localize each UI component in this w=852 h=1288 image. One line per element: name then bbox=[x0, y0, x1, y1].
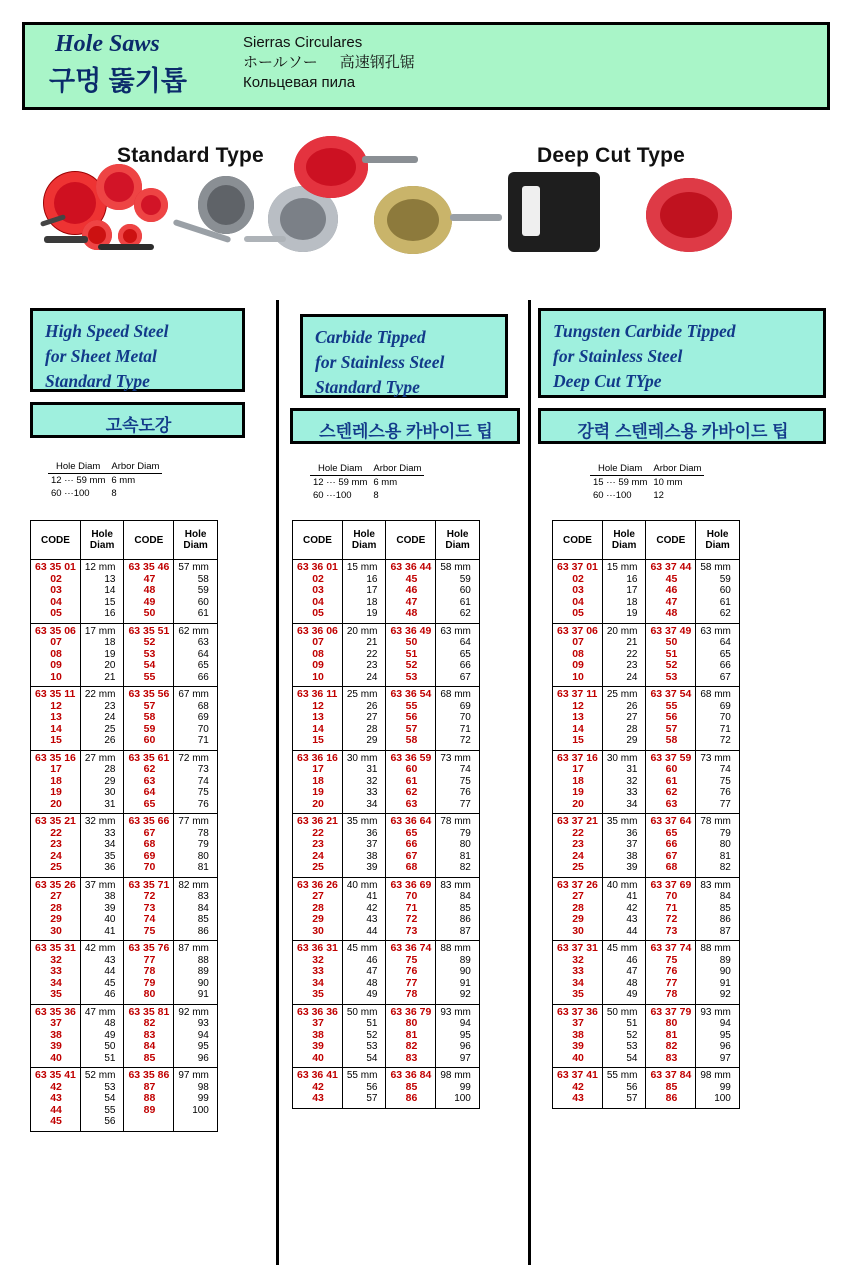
spec-carbide-hole-2: 60 ···100 bbox=[313, 490, 352, 501]
table-row bbox=[293, 941, 480, 1005]
cell-code-left-carbide-5: 63 36 26 27 28 29 30 bbox=[293, 877, 343, 941]
cell-code-right-hss-1: 63 35 51 52 53 54 55 bbox=[124, 623, 174, 687]
cell-code-left-tungsten-1: 63 37 06 07 08 09 10 bbox=[553, 623, 603, 687]
panel-hss-line1: High Speed Steel bbox=[45, 321, 169, 341]
spec-table-hss bbox=[48, 460, 238, 500]
spec-carbide-header-hole: Hole Diam bbox=[310, 462, 370, 476]
table-row bbox=[293, 560, 480, 624]
photo-red-top-shaft bbox=[362, 156, 418, 163]
table-row bbox=[553, 877, 740, 941]
cell-code-left-carbide-3: 63 36 16 17 18 19 20 bbox=[293, 750, 343, 814]
cell-dim-right-tungsten-4: 78 mm 79 80 81 82 bbox=[696, 814, 740, 878]
table-row bbox=[553, 560, 740, 624]
cell-dim-right-carbide-4: 78 mm 79 80 81 82 bbox=[436, 814, 480, 878]
cell-dim-right-hss-4: 77 mm 78 79 80 81 bbox=[174, 814, 218, 878]
cell-dim-left-hss-6: 42 mm 43 44 45 46 bbox=[80, 941, 124, 1005]
table-row bbox=[293, 814, 480, 878]
panel-carbide-title bbox=[300, 314, 508, 398]
label-deep-cut-type: Deep Cut Type bbox=[537, 144, 686, 167]
cell-dim-left-carbide-7: 50 mm 51 52 53 54 bbox=[342, 1004, 386, 1068]
photo-deepcut-black-band bbox=[522, 186, 540, 236]
cell-code-right-tungsten-3: 63 37 59 60 61 62 63 bbox=[646, 750, 696, 814]
cell-dim-left-carbide-8: 55 mm 56 57 bbox=[342, 1068, 386, 1109]
spec-tungsten-hole-1: 15 ··· 59 mm bbox=[593, 477, 648, 488]
cell-code-left-hss-8: 63 35 41 42 43 44 45 bbox=[31, 1068, 81, 1132]
cell-code-left-hss-1: 63 35 06 07 08 09 10 bbox=[31, 623, 81, 687]
table-row bbox=[553, 1068, 740, 1109]
panel-tungsten-title bbox=[538, 308, 826, 398]
cell-dim-right-tungsten-6: 88 mm 89 90 91 92 bbox=[696, 941, 740, 1005]
cell-dim-right-carbide-0: 58 mm 59 60 61 62 bbox=[436, 560, 480, 624]
title-japanese-chinese bbox=[243, 53, 415, 73]
table-row bbox=[293, 750, 480, 814]
col-header-hss-2: CODE bbox=[124, 521, 174, 560]
cell-code-right-tungsten-1: 63 37 49 50 51 52 53 bbox=[646, 623, 696, 687]
spec-hss-arbor-1: 6 mm bbox=[111, 475, 136, 486]
cell-code-left-hss-4: 63 35 21 22 23 24 25 bbox=[31, 814, 81, 878]
cell-code-left-tungsten-8: 63 37 41 42 43 bbox=[553, 1068, 603, 1109]
cell-code-left-carbide-0: 63 36 01 02 03 04 05 bbox=[293, 560, 343, 624]
panel-tungsten-line2: for Stainless Steel bbox=[553, 346, 683, 366]
cell-code-right-carbide-4: 63 36 64 65 66 67 68 bbox=[386, 814, 436, 878]
cell-dim-right-carbide-5: 83 mm 84 85 86 87 bbox=[436, 877, 480, 941]
panel-hss-title bbox=[30, 308, 245, 392]
cell-dim-right-hss-5: 82 mm 83 84 85 86 bbox=[174, 877, 218, 941]
spec-tungsten-arbor-2: 12 bbox=[653, 490, 664, 501]
cell-code-right-carbide-8: 63 36 84 85 86 bbox=[386, 1068, 436, 1109]
cell-code-right-tungsten-2: 63 37 54 55 56 57 58 bbox=[646, 687, 696, 751]
cell-code-left-hss-6: 63 35 31 32 33 34 35 bbox=[31, 941, 81, 1005]
cell-dim-left-tungsten-2: 25 mm 26 27 28 29 bbox=[602, 687, 646, 751]
cell-code-right-carbide-1: 63 36 49 50 51 52 53 bbox=[386, 623, 436, 687]
panel-tungsten-line3: Deep Cut TYpe bbox=[553, 371, 662, 391]
label-standard-type: Standard Type bbox=[117, 144, 264, 167]
cell-code-right-tungsten-6: 63 37 74 75 76 77 78 bbox=[646, 941, 696, 1005]
cell-dim-right-hss-8: 97 mm 98 99 100 bbox=[174, 1068, 218, 1132]
table-row bbox=[553, 1004, 740, 1068]
page-title-korean: 구멍 뚫기톱 bbox=[49, 66, 187, 96]
cell-code-left-hss-3: 63 35 16 17 18 19 20 bbox=[31, 750, 81, 814]
cell-dim-right-tungsten-3: 73 mm 74 75 76 77 bbox=[696, 750, 740, 814]
col-header-hss-1: Hole Diam bbox=[80, 521, 124, 560]
cell-code-right-hss-4: 63 35 66 67 68 69 70 bbox=[124, 814, 174, 878]
cell-code-left-tungsten-6: 63 37 31 32 33 34 35 bbox=[553, 941, 603, 1005]
photo-arbor-shaft-2 bbox=[98, 244, 154, 250]
cell-code-left-tungsten-0: 63 37 01 02 03 04 05 bbox=[553, 560, 603, 624]
table-row bbox=[31, 560, 218, 624]
cell-dim-left-hss-1: 17 mm 18 19 20 21 bbox=[80, 623, 124, 687]
cell-code-right-hss-0: 63 35 46 47 48 49 50 bbox=[124, 560, 174, 624]
cell-code-right-carbide-2: 63 36 54 55 56 57 58 bbox=[386, 687, 436, 751]
col-header-carbide-0: CODE bbox=[293, 521, 343, 560]
spec-table-carbide bbox=[310, 462, 500, 502]
cell-dim-right-carbide-1: 63 mm 64 65 66 67 bbox=[436, 623, 480, 687]
cell-code-left-hss-2: 63 35 11 12 13 14 15 bbox=[31, 687, 81, 751]
photo-holesaw-bimetal bbox=[198, 176, 254, 234]
cell-code-left-tungsten-5: 63 37 26 27 28 29 30 bbox=[553, 877, 603, 941]
photo-deepcut-red bbox=[646, 178, 732, 252]
cell-code-left-carbide-7: 63 36 36 37 38 39 40 bbox=[293, 1004, 343, 1068]
spec-carbide-hole-1: 12 ··· 59 mm bbox=[313, 477, 368, 488]
table-row bbox=[293, 1004, 480, 1068]
photo-gold-shaft bbox=[450, 214, 502, 221]
cell-dim-right-carbide-3: 73 mm 74 75 76 77 bbox=[436, 750, 480, 814]
cell-code-right-hss-2: 63 35 56 57 58 59 60 bbox=[124, 687, 174, 751]
cell-dim-right-hss-6: 87 mm 88 89 90 91 bbox=[174, 941, 218, 1005]
panel-hss-title-text bbox=[33, 311, 242, 394]
cell-code-right-hss-3: 63 35 61 62 63 64 65 bbox=[124, 750, 174, 814]
cell-dim-left-tungsten-4: 35 mm 36 37 38 39 bbox=[602, 814, 646, 878]
spec-tungsten-arbor-1: 10 mm bbox=[653, 477, 683, 488]
panel-tungsten-line1: Tungsten Carbide Tipped bbox=[553, 321, 736, 341]
catalog-table-tungsten-grid bbox=[552, 520, 740, 1109]
cell-dim-left-hss-0: 12 mm 13 14 15 16 bbox=[80, 560, 124, 624]
cell-code-left-tungsten-2: 63 37 11 12 13 14 15 bbox=[553, 687, 603, 751]
cell-dim-left-hss-3: 27 mm 28 29 30 31 bbox=[80, 750, 124, 814]
spec-carbide-header-arbor: Arbor Diam bbox=[370, 462, 424, 476]
cell-dim-right-hss-7: 92 mm 93 94 95 96 bbox=[174, 1004, 218, 1068]
cell-code-left-hss-0: 63 35 01 02 03 04 05 bbox=[31, 560, 81, 624]
cell-dim-left-hss-7: 47 mm 48 49 50 51 bbox=[80, 1004, 124, 1068]
cell-dim-left-carbide-1: 20 mm 21 22 23 24 bbox=[342, 623, 386, 687]
spec-tungsten-header-hole: Hole Diam bbox=[590, 462, 650, 476]
cell-code-right-hss-5: 63 35 71 72 73 74 75 bbox=[124, 877, 174, 941]
cell-code-left-tungsten-3: 63 37 16 17 18 19 20 bbox=[553, 750, 603, 814]
table-row bbox=[31, 687, 218, 751]
page-title: Hole Saws bbox=[55, 31, 160, 57]
cell-dim-right-carbide-2: 68 mm 69 70 71 72 bbox=[436, 687, 480, 751]
col-header-carbide-2: CODE bbox=[386, 521, 436, 560]
spec-hss-hole-2: 60 ···100 bbox=[51, 488, 90, 499]
table-row bbox=[553, 623, 740, 687]
spec-hss-header-arbor: Arbor Diam bbox=[108, 460, 162, 474]
cell-code-left-tungsten-4: 63 37 21 22 23 24 25 bbox=[553, 814, 603, 878]
catalog-table-carbide-grid bbox=[292, 520, 480, 1109]
cell-dim-right-carbide-8: 98 mm 99 100 bbox=[436, 1068, 480, 1109]
col-header-carbide-1: Hole Diam bbox=[342, 521, 386, 560]
column-separator-2 bbox=[528, 300, 531, 1265]
spec-table-tungsten bbox=[590, 462, 780, 502]
table-row bbox=[293, 877, 480, 941]
table-row bbox=[31, 814, 218, 878]
cell-dim-left-carbide-2: 25 mm 26 27 28 29 bbox=[342, 687, 386, 751]
table-row bbox=[31, 1068, 218, 1132]
table-row bbox=[293, 623, 480, 687]
panel-carbide-line2: for Stainless Steel bbox=[315, 352, 445, 372]
cell-code-left-hss-7: 63 35 36 37 38 39 40 bbox=[31, 1004, 81, 1068]
cell-code-left-carbide-2: 63 36 11 12 13 14 15 bbox=[293, 687, 343, 751]
product-photo-band bbox=[22, 128, 830, 293]
panel-carbide-line3: Standard Type bbox=[315, 377, 420, 397]
panel-tungsten-korean bbox=[538, 408, 826, 444]
panel-tungsten-korean-text: 강력 스텐레스용 카바이드 팁 bbox=[577, 422, 789, 441]
panel-hss-line2: for Sheet Metal bbox=[45, 346, 157, 366]
table-row bbox=[553, 941, 740, 1005]
cell-dim-left-carbide-0: 15 mm 16 17 18 19 bbox=[342, 560, 386, 624]
table-row bbox=[31, 1004, 218, 1068]
cell-dim-right-carbide-6: 88 mm 89 90 91 92 bbox=[436, 941, 480, 1005]
photo-arbor-shaft-1 bbox=[44, 236, 88, 243]
cell-code-right-hss-6: 63 35 76 77 78 79 80 bbox=[124, 941, 174, 1005]
cell-dim-left-carbide-4: 35 mm 36 37 38 39 bbox=[342, 814, 386, 878]
cell-code-right-tungsten-8: 63 37 84 85 86 bbox=[646, 1068, 696, 1109]
panel-hss-korean-text: 고속도강 bbox=[105, 416, 172, 435]
cell-dim-left-carbide-6: 45 mm 46 47 48 49 bbox=[342, 941, 386, 1005]
cell-dim-right-tungsten-8: 98 mm 99 100 bbox=[696, 1068, 740, 1109]
cell-dim-right-carbide-7: 93 mm 94 95 96 97 bbox=[436, 1004, 480, 1068]
panel-hss-korean bbox=[30, 402, 245, 438]
cell-dim-left-tungsten-6: 45 mm 46 47 48 49 bbox=[602, 941, 646, 1005]
cell-code-left-carbide-1: 63 36 06 07 08 09 10 bbox=[293, 623, 343, 687]
cell-dim-left-hss-4: 32 mm 33 34 35 36 bbox=[80, 814, 124, 878]
column-separator-1 bbox=[276, 300, 279, 1265]
col-header-tungsten-0: CODE bbox=[553, 521, 603, 560]
table-row bbox=[31, 877, 218, 941]
cell-dim-left-tungsten-8: 55 mm 56 57 bbox=[602, 1068, 646, 1109]
col-header-carbide-3: Hole Diam bbox=[436, 521, 480, 560]
cell-dim-left-hss-2: 22 mm 23 24 25 26 bbox=[80, 687, 124, 751]
cell-code-left-carbide-8: 63 36 41 42 43 bbox=[293, 1068, 343, 1109]
cell-code-right-carbide-7: 63 36 79 80 81 82 83 bbox=[386, 1004, 436, 1068]
cell-dim-right-tungsten-5: 83 mm 84 85 86 87 bbox=[696, 877, 740, 941]
spec-carbide-arbor-2: 8 bbox=[373, 490, 379, 501]
panel-carbide-title-text bbox=[303, 317, 505, 400]
cell-dim-right-tungsten-1: 63 mm 64 65 66 67 bbox=[696, 623, 740, 687]
catalog-table-hss-grid bbox=[30, 520, 218, 1132]
cell-dim-right-tungsten-7: 93 mm 94 95 96 97 bbox=[696, 1004, 740, 1068]
table-row bbox=[31, 750, 218, 814]
cell-code-right-tungsten-0: 63 37 44 45 46 47 48 bbox=[646, 560, 696, 624]
col-header-tungsten-3: Hole Diam bbox=[696, 521, 740, 560]
cell-code-right-tungsten-4: 63 37 64 65 66 67 68 bbox=[646, 814, 696, 878]
photo-steel-shaft bbox=[244, 236, 286, 242]
cell-dim-right-hss-1: 62 mm 63 64 65 66 bbox=[174, 623, 218, 687]
title-translations bbox=[243, 33, 415, 93]
cell-code-right-hss-8: 63 35 86 87 88 89 bbox=[124, 1068, 174, 1132]
table-row bbox=[293, 687, 480, 751]
table-row bbox=[553, 750, 740, 814]
cell-dim-left-tungsten-1: 20 mm 21 22 23 24 bbox=[602, 623, 646, 687]
table-row bbox=[31, 941, 218, 1005]
panel-tungsten-title-text bbox=[541, 311, 823, 394]
cell-code-left-hss-5: 63 35 26 27 28 29 30 bbox=[31, 877, 81, 941]
cell-dim-right-tungsten-2: 68 mm 69 70 71 72 bbox=[696, 687, 740, 751]
cell-dim-left-tungsten-7: 50 mm 51 52 53 54 bbox=[602, 1004, 646, 1068]
cell-dim-left-carbide-3: 30 mm 31 32 33 34 bbox=[342, 750, 386, 814]
panel-carbide-line1: Carbide Tipped bbox=[315, 327, 426, 347]
cell-code-right-tungsten-5: 63 37 69 70 71 72 73 bbox=[646, 877, 696, 941]
col-header-hss-3: Hole Diam bbox=[174, 521, 218, 560]
table-row bbox=[293, 1068, 480, 1109]
cell-dim-right-hss-2: 67 mm 68 69 70 71 bbox=[174, 687, 218, 751]
cell-code-left-carbide-4: 63 36 21 22 23 24 25 bbox=[293, 814, 343, 878]
cell-code-right-tungsten-7: 63 37 79 80 81 82 83 bbox=[646, 1004, 696, 1068]
photo-holesaw-gold bbox=[374, 186, 452, 254]
panel-carbide-korean-text: 스텐레스용 카바이드 팁 bbox=[319, 422, 493, 441]
title-chinese: 高速钢孔锯 bbox=[339, 54, 415, 71]
cell-dim-left-tungsten-5: 40 mm 41 42 43 44 bbox=[602, 877, 646, 941]
cell-code-right-carbide-6: 63 36 74 75 76 77 78 bbox=[386, 941, 436, 1005]
cell-code-right-carbide-5: 63 36 69 70 71 72 73 bbox=[386, 877, 436, 941]
cell-dim-left-hss-5: 37 mm 38 39 40 41 bbox=[80, 877, 124, 941]
cell-dim-right-hss-3: 72 mm 73 74 75 76 bbox=[174, 750, 218, 814]
cell-dim-left-hss-8: 52 mm 53 54 55 56 bbox=[80, 1068, 124, 1132]
photo-holesaw-red-top bbox=[294, 136, 368, 198]
title-russian: Кольцевая пила bbox=[243, 74, 356, 91]
col-header-tungsten-2: CODE bbox=[646, 521, 696, 560]
cell-code-left-carbide-6: 63 36 31 32 33 34 35 bbox=[293, 941, 343, 1005]
col-header-hss-0: CODE bbox=[31, 521, 81, 560]
panel-hss-line3: Standard Type bbox=[45, 371, 150, 391]
table-row bbox=[31, 623, 218, 687]
cell-dim-right-hss-0: 57 mm 58 59 60 61 bbox=[174, 560, 218, 624]
spec-hss-hole-1: 12 ··· 59 mm bbox=[51, 475, 106, 486]
cell-code-left-tungsten-7: 63 37 36 37 38 39 40 bbox=[553, 1004, 603, 1068]
title-japanese: ホールソー bbox=[243, 54, 318, 71]
title-block bbox=[22, 22, 830, 110]
cell-dim-right-tungsten-0: 58 mm 59 60 61 62 bbox=[696, 560, 740, 624]
cell-dim-left-tungsten-0: 15 mm 16 17 18 19 bbox=[602, 560, 646, 624]
table-row bbox=[553, 687, 740, 751]
title-spanish: Sierras Circulares bbox=[243, 34, 363, 51]
spec-hss-arbor-2: 8 bbox=[111, 488, 117, 499]
cell-dim-left-tungsten-3: 30 mm 31 32 33 34 bbox=[602, 750, 646, 814]
panel-carbide-korean bbox=[290, 408, 520, 444]
cell-code-right-carbide-0: 63 36 44 45 46 47 48 bbox=[386, 560, 436, 624]
col-header-tungsten-1: Hole Diam bbox=[602, 521, 646, 560]
spec-hss-header-hole: Hole Diam bbox=[48, 460, 108, 474]
photo-holesaw-red-small bbox=[134, 188, 168, 222]
spec-carbide-arbor-1: 6 mm bbox=[373, 477, 398, 488]
cell-code-right-hss-7: 63 35 81 82 83 84 85 bbox=[124, 1004, 174, 1068]
spec-tungsten-hole-2: 60 ···100 bbox=[593, 490, 632, 501]
spec-tungsten-header-arbor: Arbor Diam bbox=[650, 462, 704, 476]
cell-dim-left-carbide-5: 40 mm 41 42 43 44 bbox=[342, 877, 386, 941]
cell-code-right-carbide-3: 63 36 59 60 61 62 63 bbox=[386, 750, 436, 814]
table-row bbox=[553, 814, 740, 878]
